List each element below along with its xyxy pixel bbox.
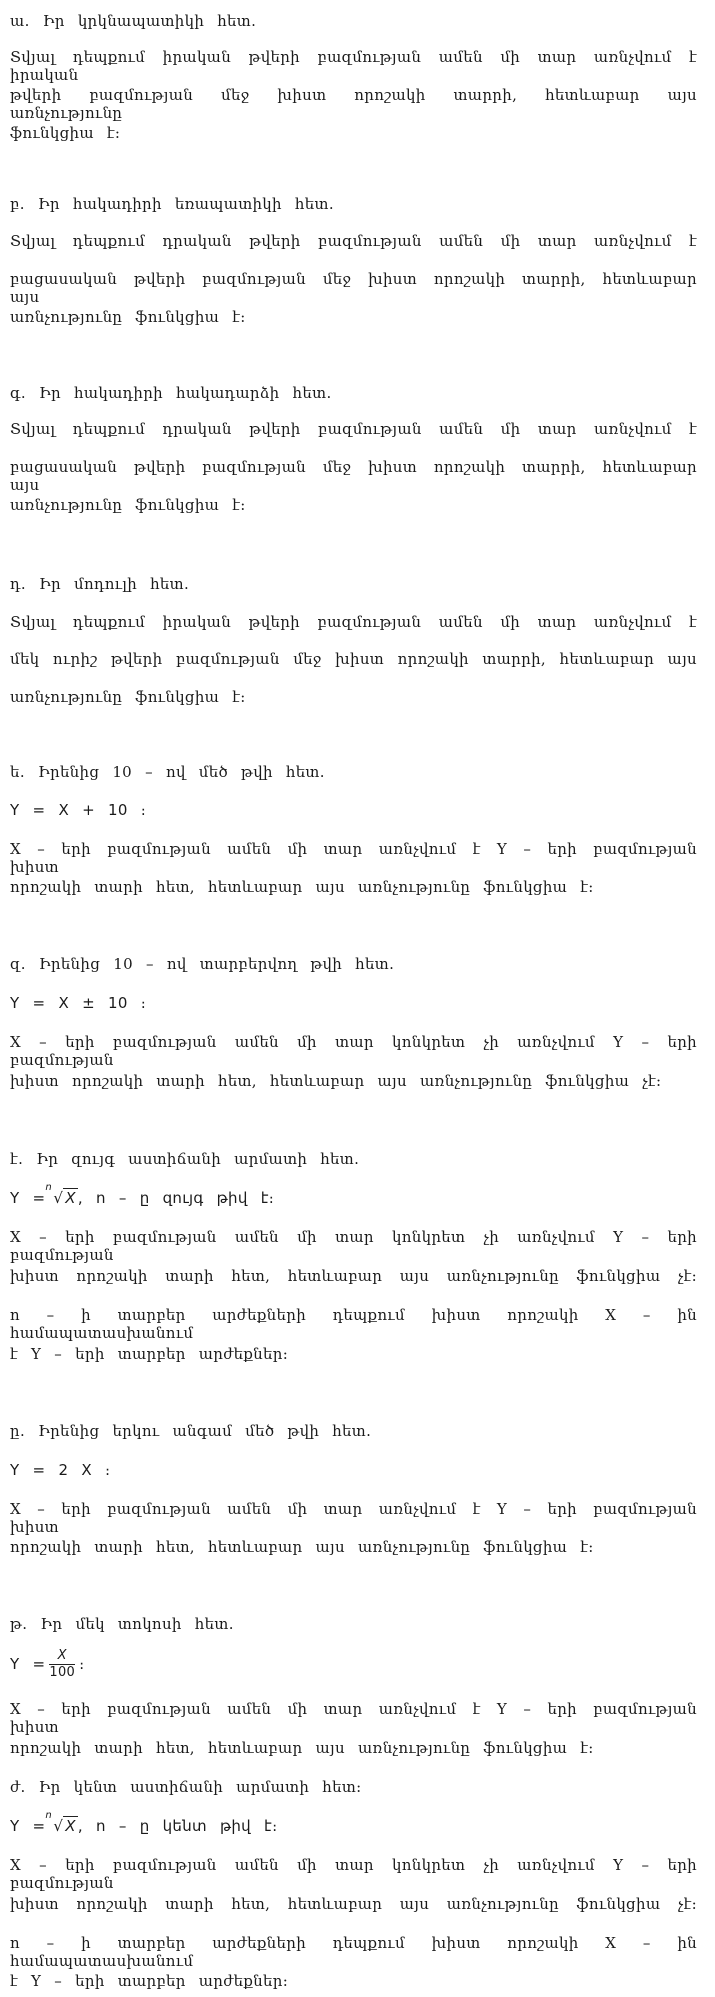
section-c-title: գ․ Իր հակադիրի հակադարձի հետ․ — [10, 384, 332, 402]
section-j-text-3: n – ի տարբեր արժեքների դեպքում խիստ որոշակի X – ին համապատասխանում — [10, 1934, 697, 1970]
section-e-title: ե․ Իրենից 10 – ով մեծ թվի հետ․ — [10, 763, 325, 781]
section-d-text-3: առնչությունը ֆունկցիա է։ — [10, 688, 246, 706]
section-j-title: ժ․ Իր կենտ աստիճանի արմատի հետ։ — [10, 1778, 362, 1796]
section-j-text-1: X – երի բազմության ամեն մի տար կոնկրետ չի առնչվում Y – երի բազմության — [10, 1856, 697, 1892]
section-y-title: ը․ Իրենից երկու անգամ մեծ թվի հետ․ — [10, 1422, 372, 1440]
section-d-text-2: մեկ ուրիշ թվերի բազմության մեջ խիստ որոշակի տարրի, հետևաբար այս — [10, 650, 697, 668]
section-y-formula: Y = 2 X ։ — [10, 1461, 111, 1479]
formula-end: ։ — [79, 1655, 85, 1673]
root-index: n — [45, 1182, 53, 1193]
section-b-text-1: Տվյալ դեպքում դրական թվերի բազմության ամեն մի տար առնչվում է — [10, 232, 697, 250]
formula-condition: , n – ը զույգ թիվ է։ — [77, 1189, 275, 1207]
section-z-formula: Y = X ± 10 ։ — [10, 994, 147, 1012]
section-d-text-1: Տվյալ դեպքում իրական թվերի բազմության ամեն մի տար առնչվում է — [10, 613, 697, 631]
root-symbol: n √ X — [45, 1182, 76, 1207]
formula-y: Y = — [10, 1655, 46, 1673]
section-t-text-1: X – երի բազմության ամեն մի տար առնչվում է Y – երի բազմության խիստ — [10, 1700, 697, 1736]
root-radicand: X — [65, 1817, 76, 1835]
section-e-text-1: X – երի բազմության ամեն մի տար առնչվում է Y – երի բազմության խիստ — [10, 840, 697, 876]
section-e-text-2: որոշակի տարի հետ, հետևաբար այս առնչությունը ֆունկցիա է։ — [10, 878, 594, 896]
section-ee-formula — [10, 1182, 697, 1207]
section-t-text-2: որոշակի տարի հետ, հետևաբար այս առնչությունը ֆունկցիա է։ — [10, 1739, 594, 1757]
section-ee-text-1: X – երի բազմության ամեն մի տար կոնկրետ չի առնչվում Y – երի բազմության — [10, 1228, 697, 1264]
section-c-text-2: բացասական թվերի բազմության մեջ խիստ որոշակի տարրի, հետևաբար այս — [10, 458, 697, 494]
section-c-text-1: Տվյալ դեպքում դրական թվերի բազմության ամեն մի տար առնչվում է — [10, 420, 697, 438]
root-symbol: n √ X — [45, 1810, 76, 1835]
root-radicand: X — [65, 1189, 76, 1207]
section-y-text-2: որոշակի տարի հետ, հետևաբար այս առնչությունը ֆունկցիա է։ — [10, 1538, 594, 1556]
section-b-text-3: առնչությունը ֆունկցիա է։ — [10, 308, 246, 326]
section-a-text-2: թվերի բազմության մեջ խիստ որոշակի տարրի, հետևաբար այս առնչությունը — [10, 86, 697, 122]
fraction-numerator: X — [49, 1648, 75, 1665]
root-index: n — [45, 1810, 53, 1821]
section-t-formula — [10, 1648, 697, 1681]
section-z-text-1: X – երի բազմության ամեն մի տար կոնկրետ չի առնչվում Y – երի բազմության — [10, 1033, 697, 1069]
fraction-denominator: 100 — [49, 1665, 76, 1680]
formula-y: Y = — [10, 1817, 46, 1835]
fraction — [49, 1648, 75, 1681]
section-e-formula: Y = X + 10 ։ — [10, 801, 147, 819]
section-t-title: թ․ Իր մեկ տոկոսի հետ․ — [10, 1615, 234, 1633]
section-z-title: զ․ Իրենից 10 – ով տարբերվող թվի հետ․ — [10, 955, 395, 973]
section-b-text-2: բացասական թվերի բազմության մեջ խիստ որոշակի տարրի, հետևաբար այս — [10, 270, 697, 306]
section-b-title: բ․ Իր հակադիրի եռապատիկի հետ․ — [10, 195, 335, 213]
formula-y: Y = — [10, 1189, 46, 1207]
section-c-text-3: առնչությունը ֆունկցիա է։ — [10, 496, 246, 514]
section-ee-title: է․ Իր զույգ աստիճանի արմատի հետ․ — [10, 1150, 360, 1168]
section-ee-text-2: խիստ որոշակի տարի հետ, հետևաբար այս առնչությունը ֆունկցիա չէ։ — [10, 1267, 697, 1285]
section-j-text-2: խիստ որոշակի տարի հետ, հետևաբար այս առնչությունը ֆունկցիա չէ։ — [10, 1895, 697, 1913]
formula-condition: , n – ը կենտ թիվ է։ — [77, 1817, 278, 1835]
section-j-formula — [10, 1810, 697, 1835]
section-a-title: ա․ Իր կրկնապատիկի հետ․ — [10, 12, 257, 30]
section-ee-text-4: է Y – երի տարբեր արժեքներ։ — [10, 1345, 289, 1363]
section-a-text-1: Տվյալ դեպքում իրական թվերի բազմության ամեն մի տար առնչվում է իրական — [10, 48, 697, 84]
section-j-text-4: է Y – երի տարբեր արժեքներ։ — [10, 1972, 289, 1990]
section-y-text-1: X – երի բազմության ամեն մի տար առնչվում է Y – երի բազմության խիստ — [10, 1500, 697, 1536]
section-z-text-2: խիստ որոշակի տարի հետ, հետևաբար այս առնչությունը ֆունկցիա չէ։ — [10, 1072, 662, 1090]
section-ee-text-3: n – ի տարբեր արժեքների դեպքում խիստ որոշակի X – ին համապատասխանում — [10, 1306, 697, 1342]
section-d-title: դ․ Իր մոդուլի հետ․ — [10, 575, 190, 593]
section-a-text-3: ֆունկցիա է։ — [10, 124, 121, 142]
